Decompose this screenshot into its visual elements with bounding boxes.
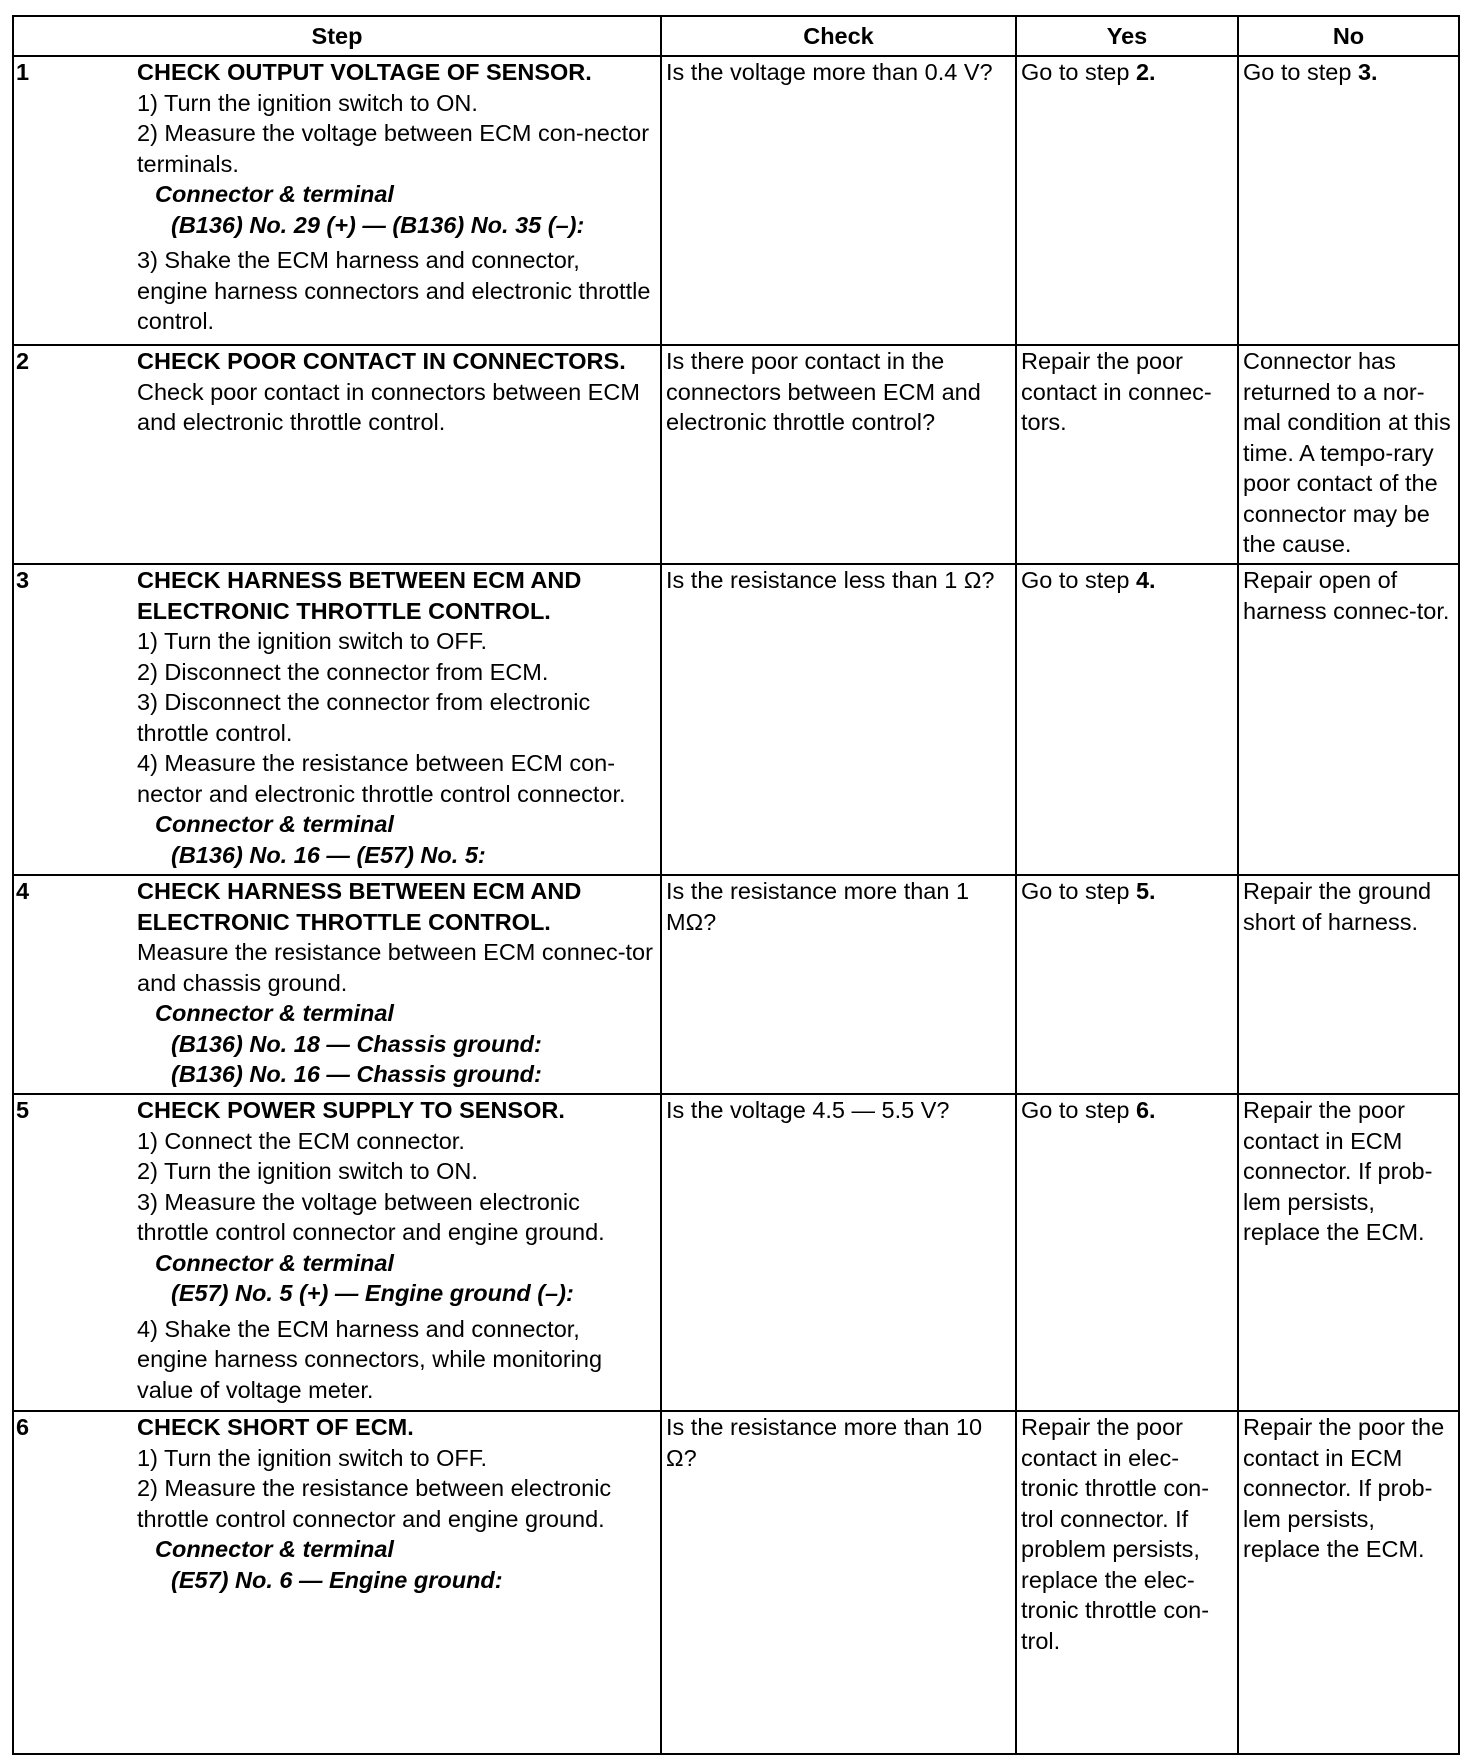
connector-terminal: (B136) No. 29 (+) — (B136) No. 35 (–):	[171, 211, 585, 238]
connector-heading: Connector & terminal	[155, 1249, 394, 1276]
yes-text: Repair the poor contact in connec-tors.	[1021, 348, 1212, 435]
step-instruction: 3) Disconnect the connector from electronic throttle control.	[137, 689, 591, 746]
diagnostic-table	[12, 15, 1460, 1755]
check-cell	[661, 345, 1016, 564]
yes-cell	[1016, 1411, 1238, 1754]
no-text: Repair open of harness connec-tor.	[1243, 567, 1450, 624]
step-title: CHECK POOR CONTACT IN CONNECTORS.	[137, 348, 626, 374]
step-title: CHECK HARNESS BETWEEN ECM AND ELECTRONIC THROTTLE CONTROL.	[137, 567, 582, 624]
step-instruction: 1) Connect the ECM connector.	[137, 1127, 465, 1154]
connector-terminal: (B136) No. 16 — (E57) No. 5:	[171, 841, 486, 868]
no-text: Repair the ground short of harness.	[1243, 878, 1432, 935]
yes-text: Go to step	[1021, 567, 1136, 593]
yes-action	[1017, 57, 1237, 88]
step-cell	[13, 564, 661, 875]
connector-terminal: (E57) No. 5 (+) — Engine ground (–):	[171, 1280, 574, 1306]
check-question: Is the resistance more than 1 MΩ?	[666, 878, 970, 935]
connector-heading: Connector & terminal	[155, 811, 394, 837]
no-action	[1239, 876, 1458, 937]
yes-step-ref: 4.	[1135, 567, 1156, 593]
step-instruction: Check poor contact in connectors between ECM and electronic throttle control.	[137, 378, 640, 435]
yes-step-ref: 5.	[1135, 878, 1156, 904]
step-title: CHECK OUTPUT VOLTAGE OF SENSOR.	[137, 59, 592, 85]
step-instruction: 2) Turn the ignition switch to ON.	[137, 1158, 478, 1184]
no-step-ref: 3.	[1357, 59, 1378, 85]
yes-text: Go to step	[1021, 1097, 1136, 1123]
table-row	[13, 564, 1459, 875]
connector-heading: Connector & terminal	[155, 181, 394, 207]
yes-step-ref: 6.	[1135, 1097, 1156, 1123]
step-number: 5	[16, 1097, 30, 1123]
no-text: Repair the poor the contact in ECM connector. If prob-lem persists, replace the ECM.	[1243, 1414, 1445, 1562]
step-instruction: 4) Measure the resistance between ECM con-nector and electronic throttle control connector.	[137, 750, 626, 807]
check-cell	[661, 564, 1016, 875]
no-cell	[1238, 345, 1459, 564]
connector-terminal: (B136) No. 18 — Chassis ground:	[171, 1030, 542, 1057]
yes-action	[1017, 876, 1237, 907]
step-instruction: 2) Disconnect the connector from ECM.	[137, 658, 549, 685]
yes-text: Repair the poor contact in elec-tronic throttle con-trol connector. If problem persists, replace the elec-tronic throttle con-trol.	[1021, 1414, 1210, 1654]
step-content	[14, 346, 660, 438]
check-cell	[661, 56, 1016, 345]
step-title: CHECK HARNESS BETWEEN ECM AND ELECTRONIC THROTTLE CONTROL.	[137, 878, 582, 935]
step-instruction: 3) Measure the voltage between electronic throttle control connector and engine ground.	[137, 1188, 605, 1245]
check-question: Is the voltage 4.5 — 5.5 V?	[666, 1097, 950, 1123]
step-number: 3	[16, 567, 30, 593]
no-text: Go to step	[1243, 59, 1358, 85]
no-cell	[1238, 1094, 1459, 1411]
check-question: Is the resistance more than 10 Ω?	[666, 1414, 983, 1471]
step-number: 6	[16, 1414, 30, 1440]
check-cell	[661, 1411, 1016, 1754]
no-cell	[1238, 564, 1459, 875]
no-action	[1239, 57, 1458, 88]
no-action	[1239, 1412, 1458, 1565]
yes-action	[1017, 565, 1237, 596]
step-body	[137, 1412, 660, 1595]
step-body	[137, 57, 660, 337]
no-action	[1239, 565, 1458, 626]
step-number: 1	[16, 59, 30, 85]
no-cell	[1238, 1411, 1459, 1754]
step-instruction: 2) Measure the voltage between ECM con-nector terminals.	[137, 120, 650, 177]
table-row	[13, 1411, 1459, 1754]
yes-action	[1017, 1095, 1237, 1126]
yes-text: Go to step	[1021, 878, 1136, 904]
table-body	[13, 56, 1459, 1754]
connector-heading: Connector & terminal	[155, 1536, 394, 1562]
step-cell	[13, 56, 661, 345]
step-cell	[13, 345, 661, 564]
step-title: CHECK POWER SUPPLY TO SENSOR.	[137, 1097, 565, 1123]
step-instruction: 2) Measure the resistance between electronic throttle control connector and engine ground.	[137, 1475, 612, 1532]
header-check: Check	[661, 16, 1016, 56]
step-content	[14, 1095, 660, 1405]
no-text: Repair the poor contact in ECM connector. If prob-lem persists, replace the ECM.	[1243, 1097, 1433, 1245]
yes-cell	[1016, 1094, 1238, 1411]
check-cell	[661, 1094, 1016, 1411]
step-instruction: 1) Turn the ignition switch to OFF.	[137, 1444, 488, 1471]
step-content	[14, 1412, 660, 1595]
no-text: Connector has returned to a nor-mal condition at this time. A tempo-rary poor contact of the connector may be the cause.	[1243, 348, 1451, 557]
step-cell	[13, 1094, 661, 1411]
check-question: Is there poor contact in the connectors between ECM and electronic throttle control?	[666, 348, 981, 435]
step-content	[14, 565, 660, 870]
yes-step-ref: 2.	[1135, 59, 1156, 85]
header-no: No	[1238, 16, 1459, 56]
step-body	[137, 346, 660, 438]
step-body	[137, 876, 660, 1090]
step-instruction: 1) Turn the ignition switch to OFF.	[137, 628, 488, 654]
check-cell	[661, 875, 1016, 1094]
step-instruction: 3) Shake the ECM harness and connector, engine harness connectors and electronic throttle control.	[137, 247, 651, 334]
yes-text: Go to step	[1021, 59, 1136, 85]
no-action	[1239, 1095, 1458, 1248]
yes-action	[1017, 346, 1237, 438]
step-instruction: Measure the resistance between ECM connec-tor and chassis ground.	[137, 939, 653, 996]
no-action	[1239, 346, 1458, 560]
step-content	[14, 57, 660, 337]
table-row	[13, 875, 1459, 1094]
table-row	[13, 56, 1459, 345]
table-row	[13, 345, 1459, 564]
step-instruction: 4) Shake the ECM harness and connector, engine harness connectors, while monitoring value of voltage meter.	[137, 1315, 603, 1403]
step-content	[14, 876, 660, 1090]
step-title: CHECK SHORT OF ECM.	[137, 1414, 414, 1440]
header-step: Step	[13, 16, 661, 56]
step-body	[137, 565, 660, 870]
step-cell	[13, 1411, 661, 1754]
check-question: Is the voltage more than 0.4 V?	[666, 59, 993, 85]
header-yes: Yes	[1016, 16, 1238, 56]
yes-cell	[1016, 345, 1238, 564]
step-cell	[13, 875, 661, 1094]
no-cell	[1238, 56, 1459, 345]
step-body	[137, 1095, 660, 1405]
connector-terminal: (E57) No. 6 — Engine ground:	[171, 1566, 503, 1593]
step-number: 4	[16, 878, 30, 904]
step-number: 2	[16, 348, 30, 374]
yes-action	[1017, 1412, 1237, 1656]
no-cell	[1238, 875, 1459, 1094]
check-question: Is the resistance less than 1 Ω?	[666, 567, 995, 593]
table-row	[13, 1094, 1459, 1411]
connector-terminal: (B136) No. 16 — Chassis ground:	[171, 1061, 542, 1087]
yes-cell	[1016, 564, 1238, 875]
yes-cell	[1016, 56, 1238, 345]
yes-cell	[1016, 875, 1238, 1094]
step-instruction: 1) Turn the ignition switch to ON.	[137, 89, 478, 116]
connector-heading: Connector & terminal	[155, 1000, 394, 1026]
header-row	[13, 16, 1459, 56]
